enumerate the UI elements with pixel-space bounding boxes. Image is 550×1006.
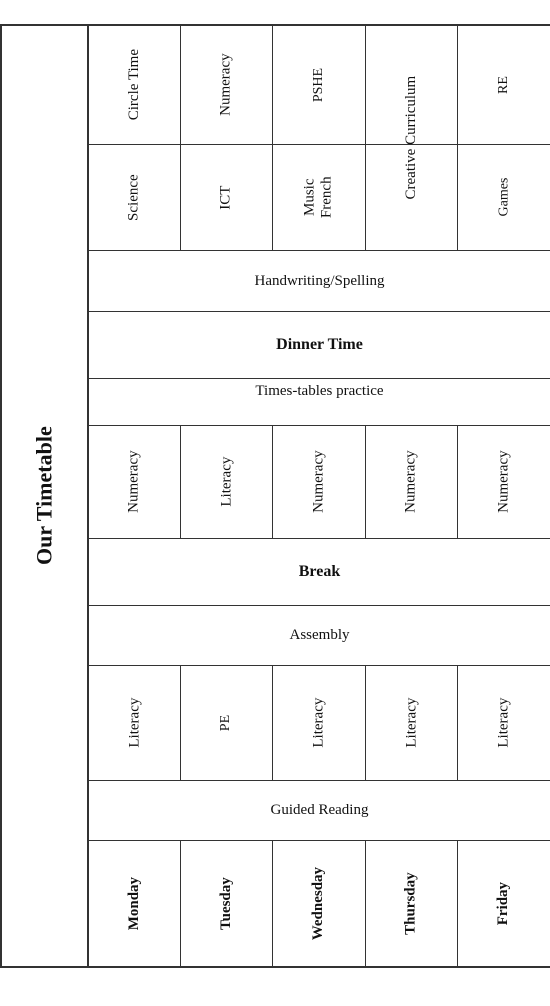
cell-thursday-morning2 bbox=[366, 426, 457, 538]
guided-reading-label: Guided Reading bbox=[270, 802, 369, 818]
day-header-thursday bbox=[366, 841, 457, 966]
subject-label: Literacy bbox=[217, 457, 234, 507]
timetable-title: Our Timetable bbox=[31, 426, 57, 566]
handwriting-row bbox=[89, 251, 550, 311]
subject-label: Games bbox=[495, 178, 511, 217]
day-header-tuesday bbox=[181, 841, 272, 966]
subject-label: Numeracy bbox=[495, 450, 512, 514]
cell-friday-session1-bottom bbox=[458, 145, 550, 250]
cell-tuesday-session1-bottom bbox=[181, 145, 272, 250]
subject-label: Numeracy bbox=[217, 53, 234, 117]
cell-monday-morning2 bbox=[89, 426, 180, 538]
subject-label: ICT bbox=[217, 185, 234, 210]
subject-label: PE bbox=[218, 714, 234, 732]
subject-label: Numeracy bbox=[125, 450, 142, 514]
cell-thursday-morning1 bbox=[366, 666, 457, 780]
break-label: Break bbox=[298, 563, 341, 580]
dinner-row bbox=[89, 312, 550, 378]
subject-label: Science bbox=[125, 174, 142, 221]
guided-reading-row bbox=[89, 781, 550, 840]
subject-label: Music French bbox=[301, 176, 335, 219]
cell-wednesday-session1-bottom bbox=[273, 145, 365, 250]
break-row bbox=[89, 539, 550, 605]
times-tables-label: Times-tables practice bbox=[255, 382, 384, 399]
assembly-label: Assembly bbox=[289, 627, 350, 643]
border-bottom bbox=[0, 966, 550, 968]
cell-wednesday-morning2 bbox=[273, 426, 365, 538]
cell-monday-session1-top bbox=[89, 26, 180, 144]
day-label: Wednesday bbox=[310, 866, 327, 941]
cell-friday-morning2 bbox=[458, 426, 550, 538]
cell-monday-morning1 bbox=[89, 666, 180, 780]
subject-label: Literacy bbox=[495, 698, 512, 748]
handwriting-label: Handwriting/Spelling bbox=[254, 272, 385, 289]
cell-friday-morning1 bbox=[458, 666, 550, 780]
day-header-monday bbox=[89, 841, 180, 966]
subject-label: PSHE bbox=[310, 67, 326, 103]
day-header-wednesday bbox=[273, 841, 365, 966]
cell-tuesday-morning1 bbox=[181, 666, 272, 780]
day-label: Tuesday bbox=[217, 877, 234, 930]
cell-wednesday-morning1 bbox=[273, 666, 365, 780]
cell-tuesday-morning2 bbox=[181, 426, 272, 538]
cell-thursday-session1 bbox=[366, 26, 457, 250]
cell-tuesday-session1-top bbox=[181, 26, 272, 144]
cell-friday-session1-top bbox=[458, 26, 550, 144]
cell-wednesday-session1-top bbox=[273, 26, 365, 144]
subject-label: Circle Time bbox=[125, 49, 142, 121]
cell-monday-session1-bottom bbox=[89, 145, 180, 250]
subject-label: Creative Curriculum bbox=[402, 76, 419, 200]
subject-label: Literacy bbox=[402, 698, 419, 748]
subject-label: Literacy bbox=[310, 698, 327, 748]
day-header-friday bbox=[458, 841, 550, 966]
day-label: Thursday bbox=[402, 872, 419, 935]
dinner-label: Dinner Time bbox=[276, 336, 363, 353]
subject-label: Literacy bbox=[125, 698, 142, 748]
subject-label: Numeracy bbox=[310, 450, 327, 514]
timetable-title-cell bbox=[2, 26, 87, 966]
subject-label: RE bbox=[495, 76, 511, 94]
assembly-row bbox=[89, 606, 550, 665]
day-label: Friday bbox=[495, 881, 512, 926]
day-label: Monday bbox=[125, 876, 142, 931]
times-tables-row bbox=[89, 379, 550, 403]
subject-label: Numeracy bbox=[402, 450, 419, 514]
